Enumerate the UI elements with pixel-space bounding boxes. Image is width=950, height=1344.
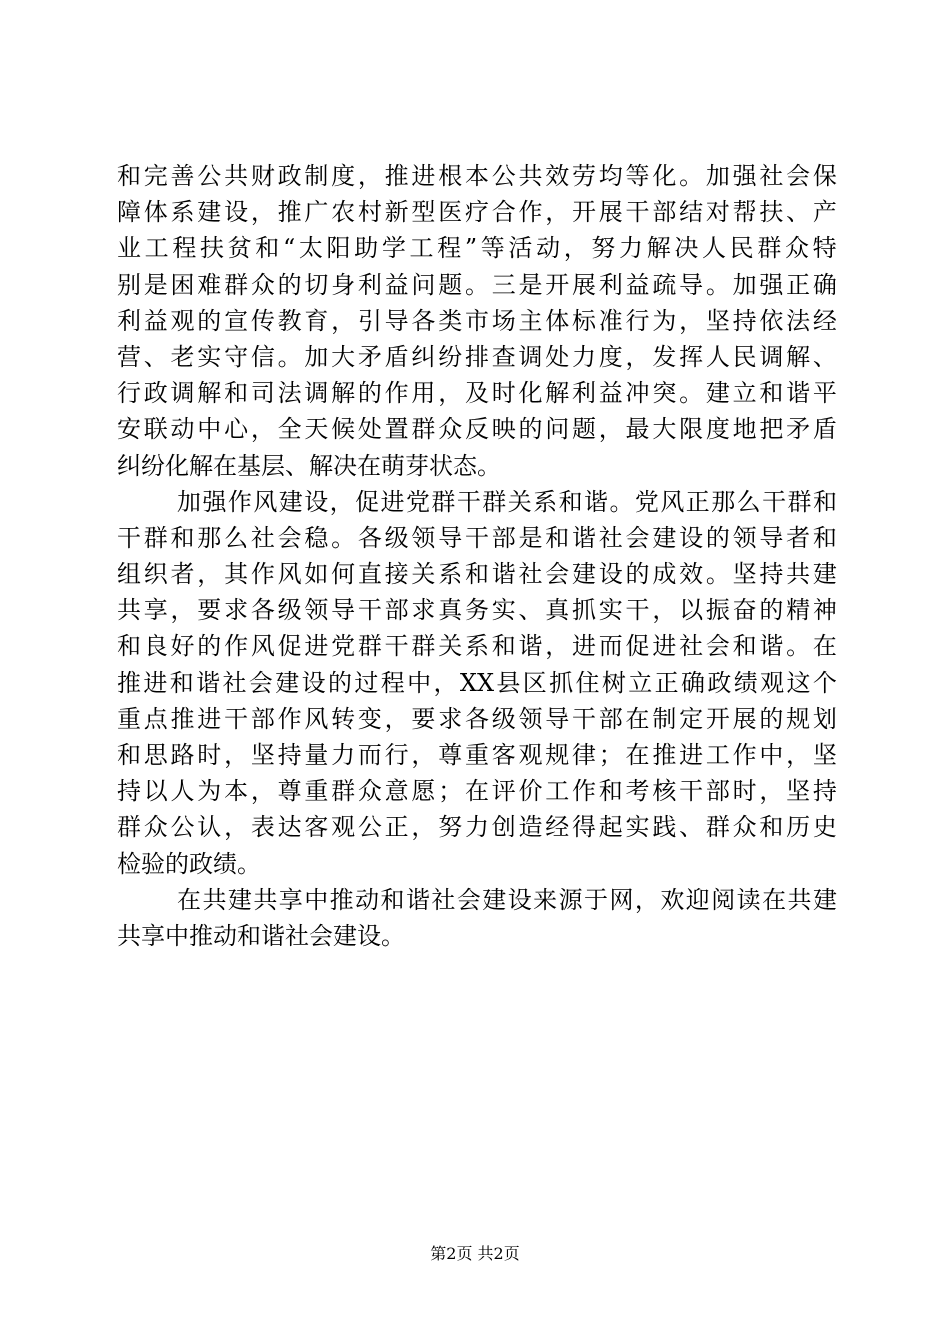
text-line: 和 完 善 公 共 财 政 制 度 ， 推 进 根 本 公 共 效 劳 均 等 化 。 加 强 社 会 保: [117, 162, 837, 190]
text-line: 纠纷化解在基层、解决在萌芽状态。: [117, 451, 501, 480]
text-line: 和 思 路 时 ， 坚 持 量 力 而 行 ， 尊 重 客 观 规 律 ； 在 推 进 工 作 中 ， 坚: [117, 741, 837, 769]
text-line: 组 织 者 ， 其 作 风 如 何 直 接 关 系 和 谐 社 会 建 设 的 成 效 。 坚 持 共 建: [117, 560, 837, 589]
page-footer: 第2页 共2页: [430, 1244, 520, 1263]
text-line: 在 共 建 共 享 中 推 动 和 谐 社 会 建 设 来 源 于 网 ， 欢 迎 阅 读 在 共 建: [177, 885, 837, 914]
text-line: 共 享 ， 要 求 各 级 领 导 干 部 求 真 务 实 、 真 抓 实 干 ， 以 振 奋 的 精 神: [117, 596, 837, 625]
text-line: 障 体 系 建 设 ， 推 广 农 村 新 型 医 疗 合 作 ， 开 展 干 部 结 对 帮 扶 、 产: [117, 198, 837, 227]
text-line: 利 益 观 的 宣 传 教 育 ， 引 导 各 类 市 场 主 体 标 准 行 为 ， 坚 持 依 法 经: [117, 306, 837, 335]
text-line: 群 众 公 认 ， 表 达 客 观 公 正 ， 努 力 创 造 经 得 起 实 践 、 群 众 和 历 史: [117, 813, 837, 842]
text-line: 重 点 推 进 干 部 作 风 转 变 ， 要 求 各 级 领 导 干 部 在 制 定 开 展 的 规 划: [117, 704, 837, 733]
text-line: 业 工 程 扶 贫 和 “ 太 阳 助 学 工 程 ” 等 活 动 ， 努 力 解 决 人 民 群 众 特: [117, 234, 837, 263]
text-line: 持 以 人 为 本 ， 尊 重 群 众 意 愿 ； 在 评 价 工 作 和 考 核 干 部 时 ， 坚 持: [117, 777, 837, 806]
text-line: 安 联 动 中 心 ， 全 天 候 处 置 群 众 反 映 的 问 题 ， 最 大 限 度 地 把 矛 盾: [117, 415, 837, 444]
text-line: 干 群 和 那 么 社 会 稳 。 各 级 领 导 干 部 是 和 谐 社 会 建 设 的 领 导 者 和: [117, 523, 837, 552]
text-line: 别 是 困 难 群 众 的 切 身 利 益 问 题 。 三 是 开 展 利 益 疏 导 。 加 强 正 确: [117, 270, 837, 299]
body-text: [117, 158, 837, 954]
text-line: 共享中推动和谐社会建设。: [117, 921, 405, 950]
text-line: 和 良 好 的 作 风 促 进 党 群 干 群 关 系 和 谐 ， 进 而 促 进 社 会 和 谐 。 在: [117, 632, 837, 661]
text-line: 营 、 老 实 守 信 。 加 大 矛 盾 纠 纷 排 查 调 处 力 度 ， 发 挥 人 民 调 解 、: [117, 342, 837, 371]
text-line: 检验的政绩。: [117, 849, 261, 878]
text-line: 加 强 作 风 建 设 ， 促 进 党 群 干 群 关 系 和 谐 。 党 风 正 那 么 干 群 和: [177, 487, 837, 516]
text-line: 行 政 调 解 和 司 法 调 解 的 作 用 ， 及 时 化 解 利 益 冲 突 。 建 立 和 谐 平: [117, 379, 837, 408]
text-line: 推 进 和 谐 社 会 建 设 的 过 程 中 ， XX 县 区 抓 住 树 立 正 确 政 绩 观 这 个: [117, 668, 837, 697]
